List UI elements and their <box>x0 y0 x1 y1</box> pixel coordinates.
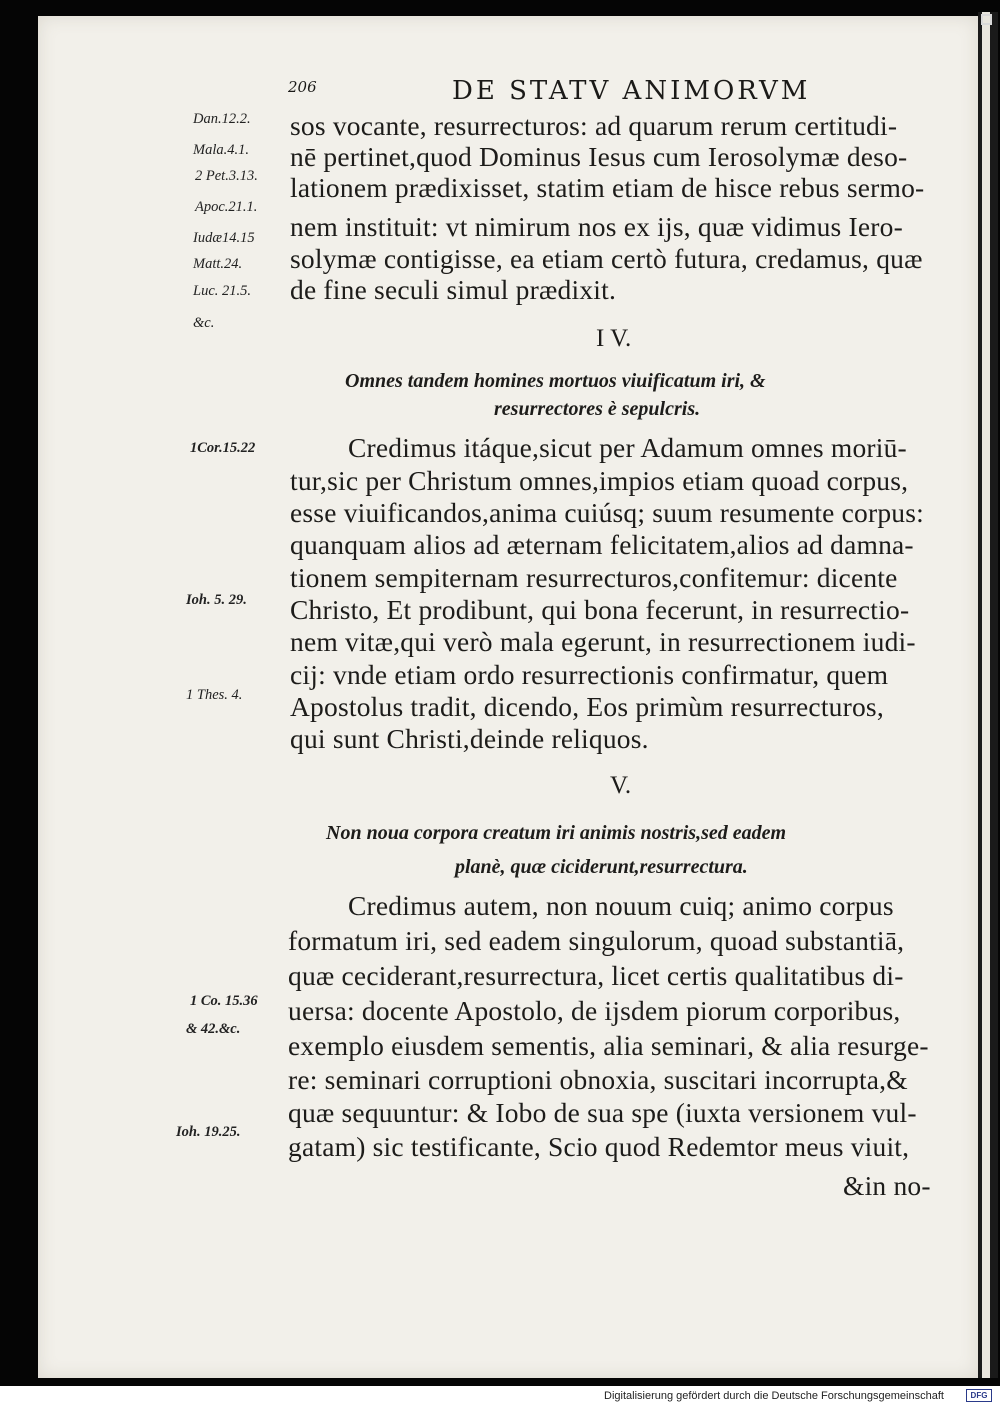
margin-note: & 42.&c. <box>186 1021 241 1037</box>
section-heading: planè, quæ ciciderunt,resurrectura. <box>455 856 748 878</box>
section-numeral: I V. <box>596 325 632 352</box>
text-line: re: seminari corruptioni obnoxia, suscitari incorrupta,& <box>288 1064 908 1095</box>
margin-note: 1 Thes. 4. <box>186 687 243 703</box>
section-heading: resurrectores è sepulcris. <box>494 398 701 420</box>
adjacent-page-edge <box>978 12 998 1378</box>
text-line: Christo, Et prodibunt, qui bona fecerunt, in resurrectio- <box>290 594 910 625</box>
text-line: Apostolus tradit, dicendo, Eos primùm resurrecturos, <box>290 691 884 722</box>
text-line: nē pertinet,quod Dominus Iesus cum Ierosolymæ deso- <box>290 141 908 172</box>
text-line: solymæ contigisse, ea etiam certò futura, credamus, quæ <box>290 243 923 274</box>
section-heading: Non noua corpora creatum iri animis nostris,sed eadem <box>326 822 787 844</box>
text-line: Credimus itáque,sicut per Adamum omnes moriū- <box>348 432 907 463</box>
text-line: Credimus autem, non nouum cuiq; animo corpus <box>348 890 894 921</box>
margin-note: Matt.24. <box>193 256 243 272</box>
margin-note: Ioh. 19.25. <box>176 1124 241 1140</box>
margin-note: Ioh. 5. 29. <box>186 592 247 608</box>
text-line: uersa: docente Apostolo, de ijsdem piorum corporibus, <box>288 995 901 1026</box>
margin-note: Apoc.21.1. <box>195 199 258 215</box>
crop-marker-icon <box>981 14 992 25</box>
margin-note: &c. <box>193 315 215 331</box>
margin-note: 2 Pet.3.13. <box>195 168 258 184</box>
margin-note: Iudæ14.15 <box>193 230 255 246</box>
footer-credit: Digitalisierung gefördert durch die Deutsche Forschungsgemeinschaft <box>604 1390 944 1402</box>
section-heading: Omnes tandem homines mortuos viuificatum iri, & <box>345 370 766 392</box>
text-line: exemplo eiusdem sementis, alia seminari, & alia resurge- <box>288 1030 929 1061</box>
margin-note: 1 Co. 15.36 <box>190 993 258 1009</box>
text-line: tur,sic per Christum omnes,impios etiam quoad corpus, <box>290 465 909 496</box>
margin-note: Mala.4.1. <box>193 142 249 158</box>
text-line: cij: vnde etiam ordo resurrectionis confirmatur, quem <box>290 659 889 690</box>
margin-note: Dan.12.2. <box>193 111 251 127</box>
text-line: quanquam alios ad æternam felicitatem,alios ad damna- <box>290 529 914 560</box>
section-numeral: V. <box>610 772 632 799</box>
catchword: &in no- <box>843 1170 931 1201</box>
text-line: esse viuificandos,anima cuiúsq; suum resumente corpus: <box>290 497 924 528</box>
text-line: formatum iri, sed eadem singulorum, quoad substantiā, <box>288 925 905 956</box>
dfg-logo: DFG <box>966 1389 992 1402</box>
text-line: tionem sempiternam resurrecturos,confitemur: dicente <box>290 562 898 593</box>
text-line: quæ sequuntur: & Iobo de sua spe (iuxta versionem vul- <box>288 1097 917 1128</box>
text-line: gatam) sic testificante, Scio quod Redemtor meus viuit, <box>288 1131 910 1162</box>
text-line: qui sunt Christi,deinde reliquos. <box>290 723 649 754</box>
running-head: DE STATV ANIMORVM <box>452 76 811 106</box>
page-edge-sliver <box>982 12 990 1378</box>
margin-note: Luc. 21.5. <box>193 283 251 299</box>
margin-note: 1Cor.15.22 <box>190 440 256 456</box>
page-number: 206 <box>288 78 317 96</box>
text-line: lationem prædixisset, statim etiam de hisce rebus sermo- <box>290 172 925 203</box>
text-line: quæ ceciderant,resurrectura, licet certis qualitatibus di- <box>288 960 904 991</box>
text-line: de fine seculi simul prædixit. <box>290 274 617 305</box>
text-line: nem instituit: vt nimirum nos ex ijs, quæ vidimus Iero- <box>290 211 903 242</box>
text-line: sos vocante, resurrecturos: ad quarum rerum certitudi- <box>290 110 898 141</box>
text-line: nem vitæ,qui verò mala egerunt, in resurrectionem iudi- <box>290 626 916 657</box>
